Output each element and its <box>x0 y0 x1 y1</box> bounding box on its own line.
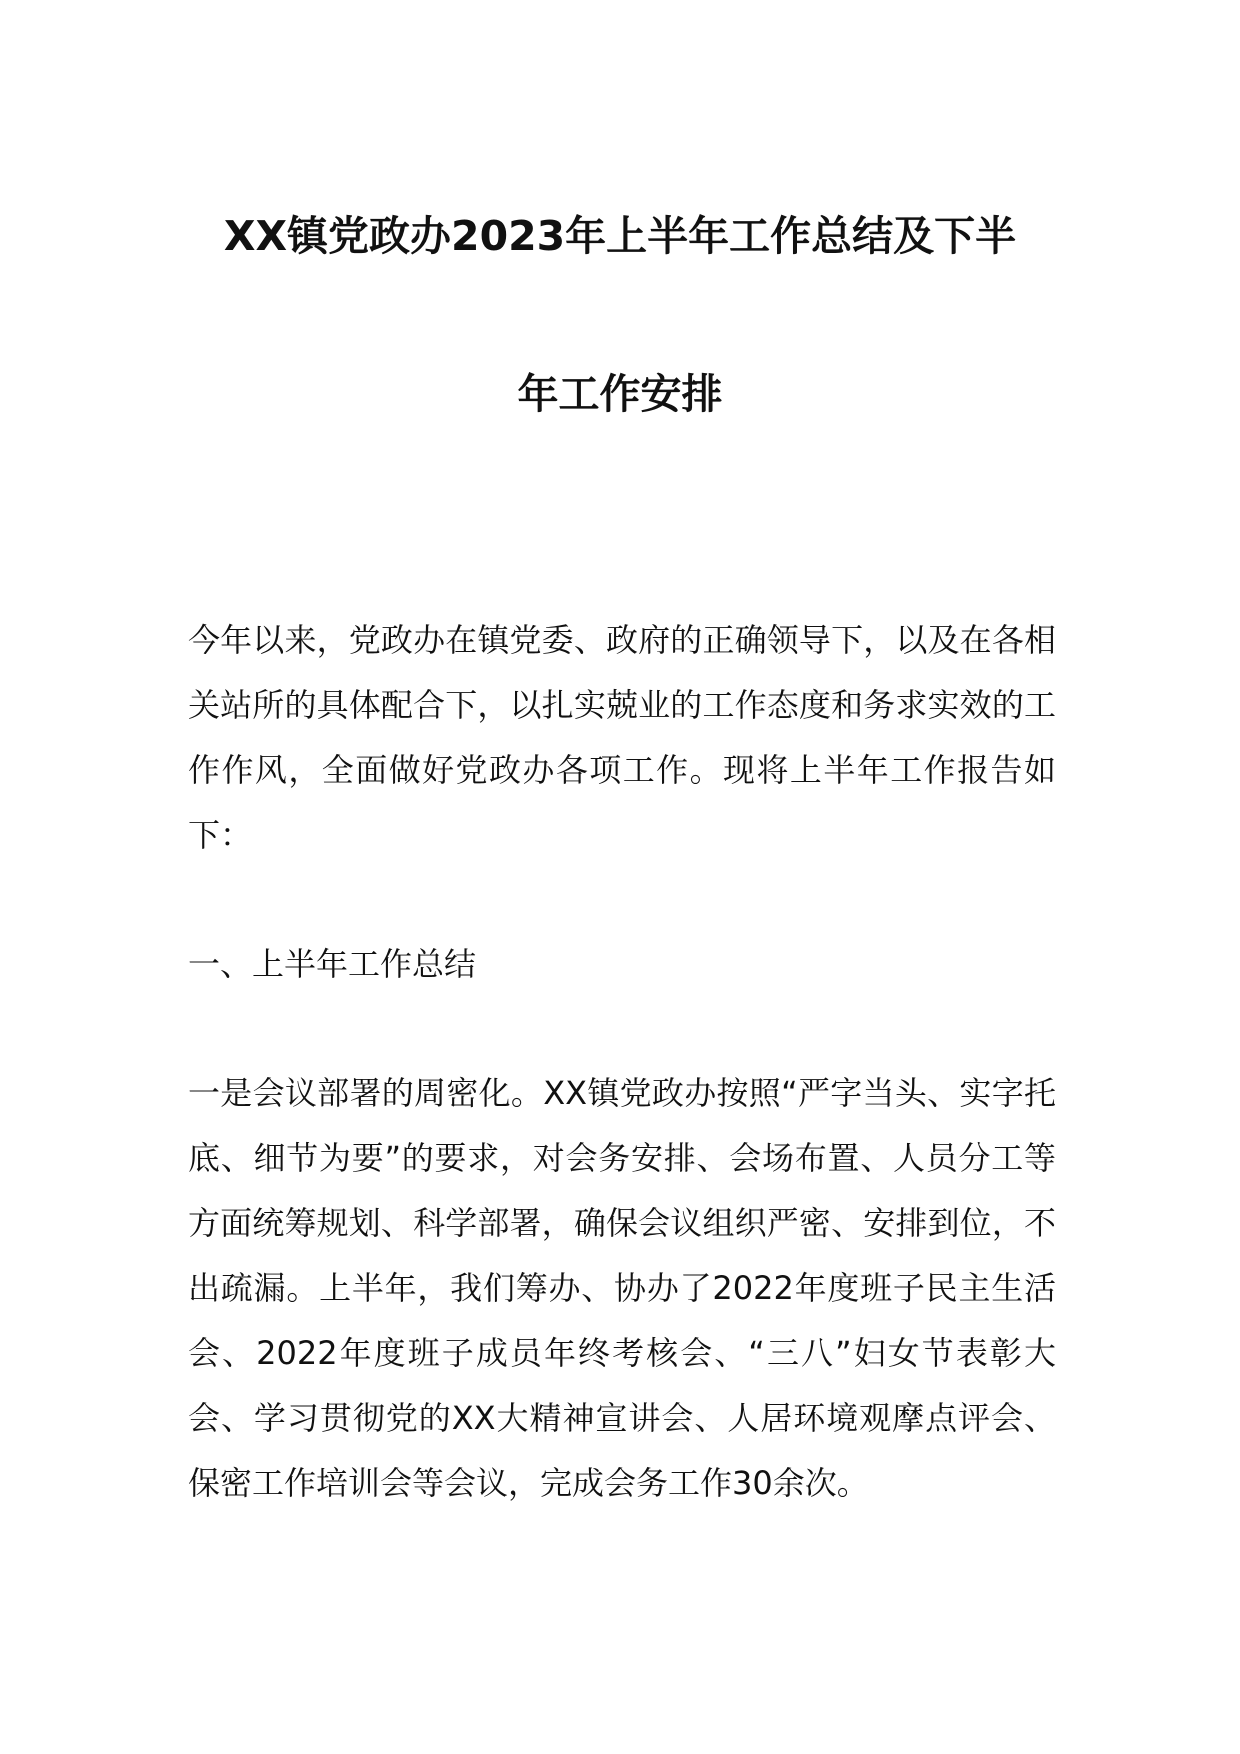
document-title-line-2: 年工作安排 <box>517 370 723 418</box>
meeting-paragraph: 一是会议部署的周密化。XX镇党政办按照“严字当头、实字托底、细节为要”的要求，对会务安排、会场布置、人员分工等方面统筹规划、科学部署，确保会议组织严密、安排到位，不出疏漏。上半年，我们筹办、协办了2022年度班子民主生活会、2022年度班子成员年终考核会、“三八”妇女节表彰大会、学习贯彻党的XX大精神宣讲会、人居环境观摩点评会、保密工作培训会等会议，完成会务工作30余次。 <box>188 1074 1056 1502</box>
intro-paragraph: 今年以来，党政办在镇党委、政府的正确领导下，以及在各相关站所的具体配合下，以扎实兢业的工作态度和务求实效的工作作风，全面做好党政办各项工作。现将上半年工作报告如下： <box>188 621 1056 854</box>
document-title-line-1: XX镇党政办2023年上半年工作总结及下半 <box>223 212 1017 260</box>
section-heading: 一、上半年工作总结 <box>188 945 477 983</box>
